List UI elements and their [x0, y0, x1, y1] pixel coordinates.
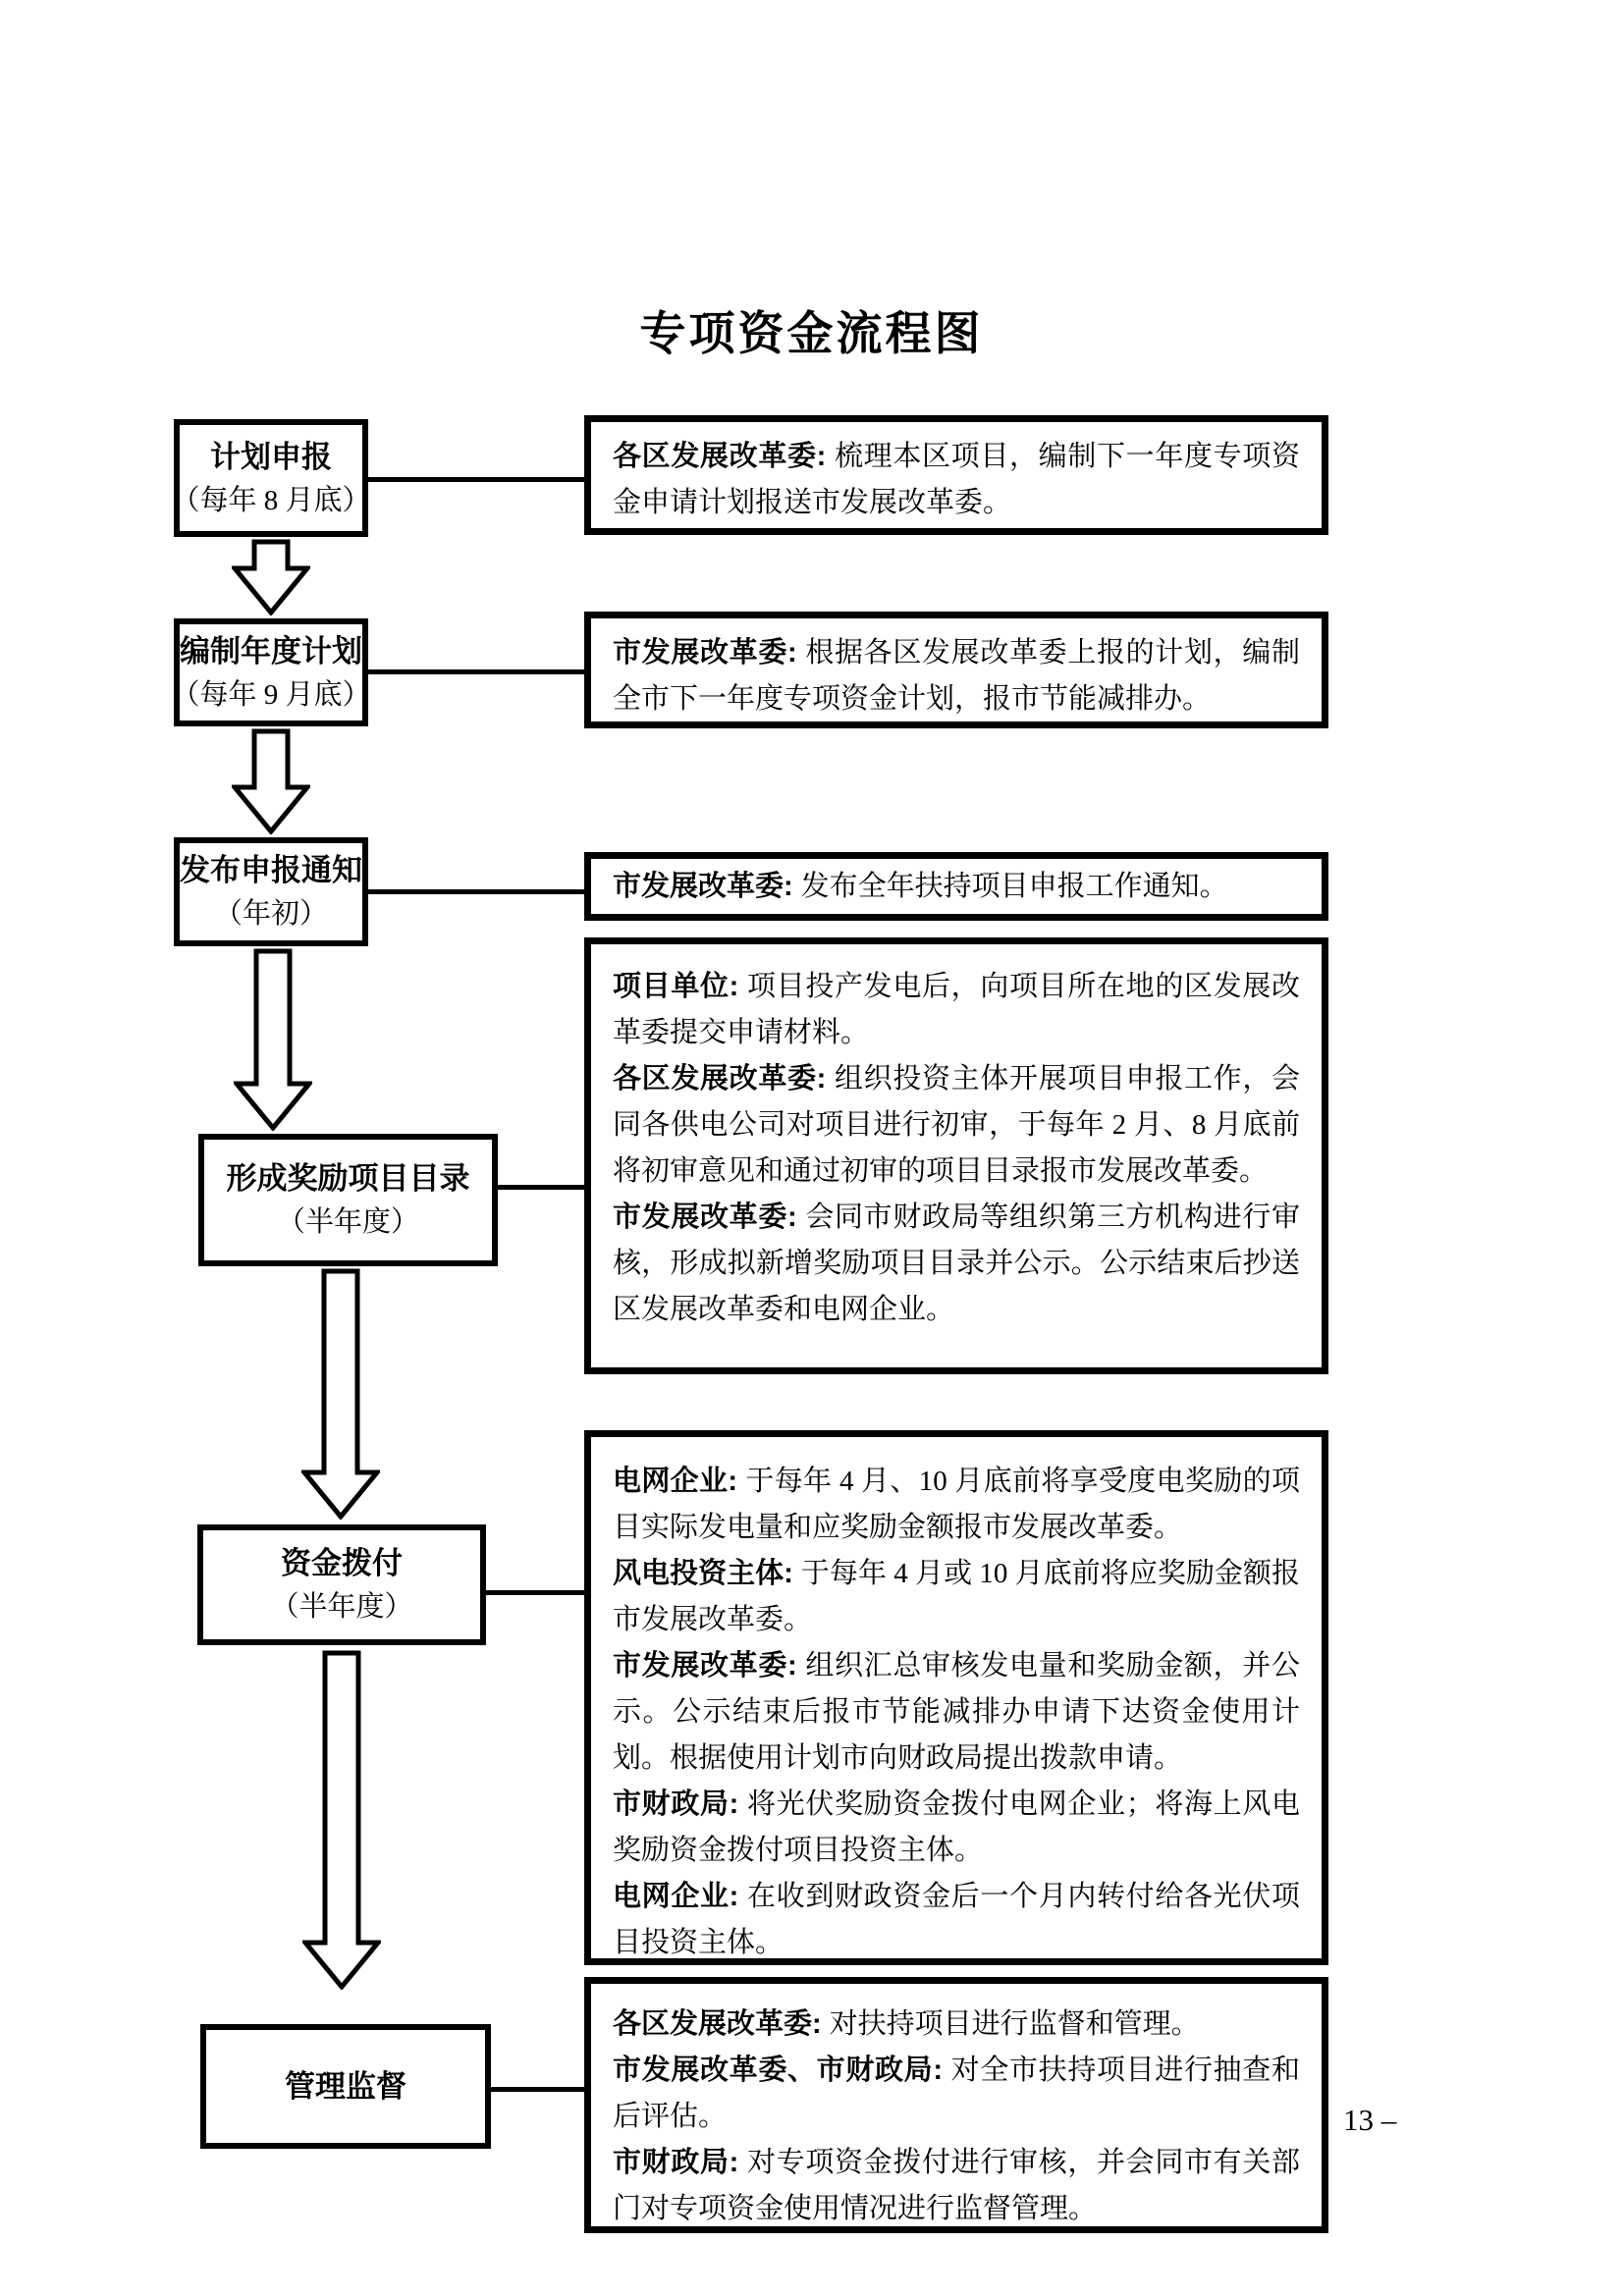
connector-line [368, 477, 586, 482]
detail-entry-text: 梳理本区项目，编制下一年度专项资金申请计划报送市发展改革委。 [613, 441, 1300, 518]
down-arrow-icon [232, 728, 310, 834]
connector-line [498, 1185, 586, 1190]
detail-entry-label: 市发展改革委: [613, 870, 793, 902]
detail-entry-label: 市发展改革委: [613, 1201, 797, 1233]
step-box-publish-notice [174, 837, 368, 946]
detail-entry-text: 对专项资金拨付进行审核，并会同市有关部门对专项资金使用情况进行监督管理。 [613, 2147, 1300, 2224]
detail-entry-text: 发布全年扶持项目申报工作通知。 [800, 870, 1228, 902]
detail-entry-label: 电网企业: [613, 1881, 739, 1912]
step-name: 计划申报 [210, 439, 332, 474]
detail-entry [613, 1874, 1300, 1966]
step-name: 形成奖励项目目录 [226, 1161, 470, 1196]
step-name: 发布申报通知 [180, 853, 362, 887]
detail-entry [613, 2048, 1300, 2140]
detail-entry-text: 根据各区发展改革委上报的计划，编制全市下一年度专项资金计划，报市节能减排办。 [613, 637, 1300, 715]
step-name: 编制年度计划 [180, 633, 362, 668]
detail-entry-label: 风电投资主体: [613, 1558, 793, 1589]
down-arrow-icon [232, 539, 310, 615]
detail-entry [613, 434, 1300, 526]
step-box-reward-catalog [198, 1134, 498, 1266]
detail-entry [613, 1643, 1300, 1782]
detail-entry [613, 2140, 1300, 2232]
connector-line [368, 669, 586, 674]
detail-entry-label: 市财政局: [613, 2147, 739, 2178]
detail-entry [613, 2002, 1300, 2048]
detail-entry-label: 市财政局: [613, 1789, 739, 1820]
detail-entry-text: 组织汇总审核发电量和奖励金额，并公示。公示结束后报市节能减排办申请下达资金使用计划。根据使用计划市向财政局提出拨款申请。 [613, 1650, 1300, 1774]
detail-box-annual-plan [584, 612, 1328, 728]
detail-box-plan-application [584, 415, 1328, 535]
detail-entry-text: 项目投产发电后，向项目所在地的区发展改革委提交申请材料。 [613, 971, 1300, 1048]
detail-entry-text: 对全市扶持项目进行抽查和后评估。 [613, 2055, 1300, 2132]
detail-entry-label: 市发展改革委: [613, 1650, 797, 1682]
detail-entry-text: 于每年 4 月或 10 月底前将应奖励金额报市发展改革委。 [613, 1558, 1300, 1635]
page-title: 专项资金流程图 [639, 309, 984, 360]
step-period: （每年 8 月底） [171, 484, 371, 516]
step-period: （半年度） [270, 1591, 413, 1623]
detail-entry [613, 630, 1300, 722]
step-box-plan-application [171, 419, 371, 537]
detail-box-supervision [584, 1977, 1328, 2233]
step-box-fund-allocation [197, 1524, 486, 1645]
detail-entry-label: 各区发展改革委: [613, 2008, 822, 2040]
step-period: （每年 9 月底） [171, 678, 371, 711]
page-number: 13 – [1343, 2103, 1397, 2137]
down-arrow-icon [234, 948, 312, 1131]
detail-entry-label: 项目单位: [613, 971, 739, 1002]
down-arrow-icon [302, 1650, 381, 1990]
detail-entry-label: 市发展改革委: [613, 637, 797, 668]
step-box-annual-plan [171, 618, 371, 726]
detail-entry [613, 1782, 1300, 1874]
detail-entry-text: 在收到财政资金后一个月内转付给各光伏项目投资主体。 [613, 1881, 1300, 1958]
detail-box-reward-catalog [584, 937, 1328, 1374]
detail-box-fund-allocation [584, 1430, 1328, 1965]
step-period: （半年度） [276, 1206, 419, 1238]
detail-entry-label: 各区发展改革委: [613, 1063, 827, 1095]
connector-line [491, 2087, 586, 2092]
step-name: 资金拨付 [281, 1546, 403, 1580]
detail-box-publish-notice [584, 852, 1328, 921]
detail-entry-label: 电网企业: [613, 1466, 738, 1497]
down-arrow-icon [301, 1268, 380, 1520]
detail-entry-text: 于每年 4 月、10 月底前将享受度电奖励的项目实际发电量和应奖励金额报市发展改革委。 [613, 1466, 1300, 1543]
detail-entry-text: 组织投资主体开展项目申报工作，会同各供电公司对项目进行初审，于每年 2 月、8 月底前将初审意见和通过初审的项目目录报市发展改革委。 [613, 1063, 1300, 1187]
connector-line [368, 889, 586, 894]
detail-entry [613, 1056, 1300, 1195]
detail-entry [613, 1459, 1300, 1551]
detail-entry-text: 对扶持项目进行监督和管理。 [829, 2008, 1200, 2040]
detail-entry [613, 864, 1228, 910]
detail-entry [613, 964, 1300, 1056]
detail-entry [613, 1551, 1300, 1643]
detail-entry [613, 1195, 1300, 1333]
step-name: 管理监督 [285, 2068, 406, 2104]
detail-entry-label: 各区发展改革委: [613, 441, 827, 472]
step-period: （年初） [213, 898, 328, 930]
detail-entry-text: 将光伏奖励资金拨付电网企业；将海上风电奖励资金拨付项目投资主体。 [613, 1789, 1300, 1866]
step-box-supervision [200, 2024, 491, 2149]
connector-line [486, 1590, 586, 1595]
detail-entry-label: 市发展改革委、市财政局: [613, 2055, 943, 2086]
detail-entry-text: 会同市财政局等组织第三方机构进行审核，形成拟新增奖励项目目录并公示。公示结束后抄送区发展改革委和电网企业。 [613, 1201, 1300, 1325]
